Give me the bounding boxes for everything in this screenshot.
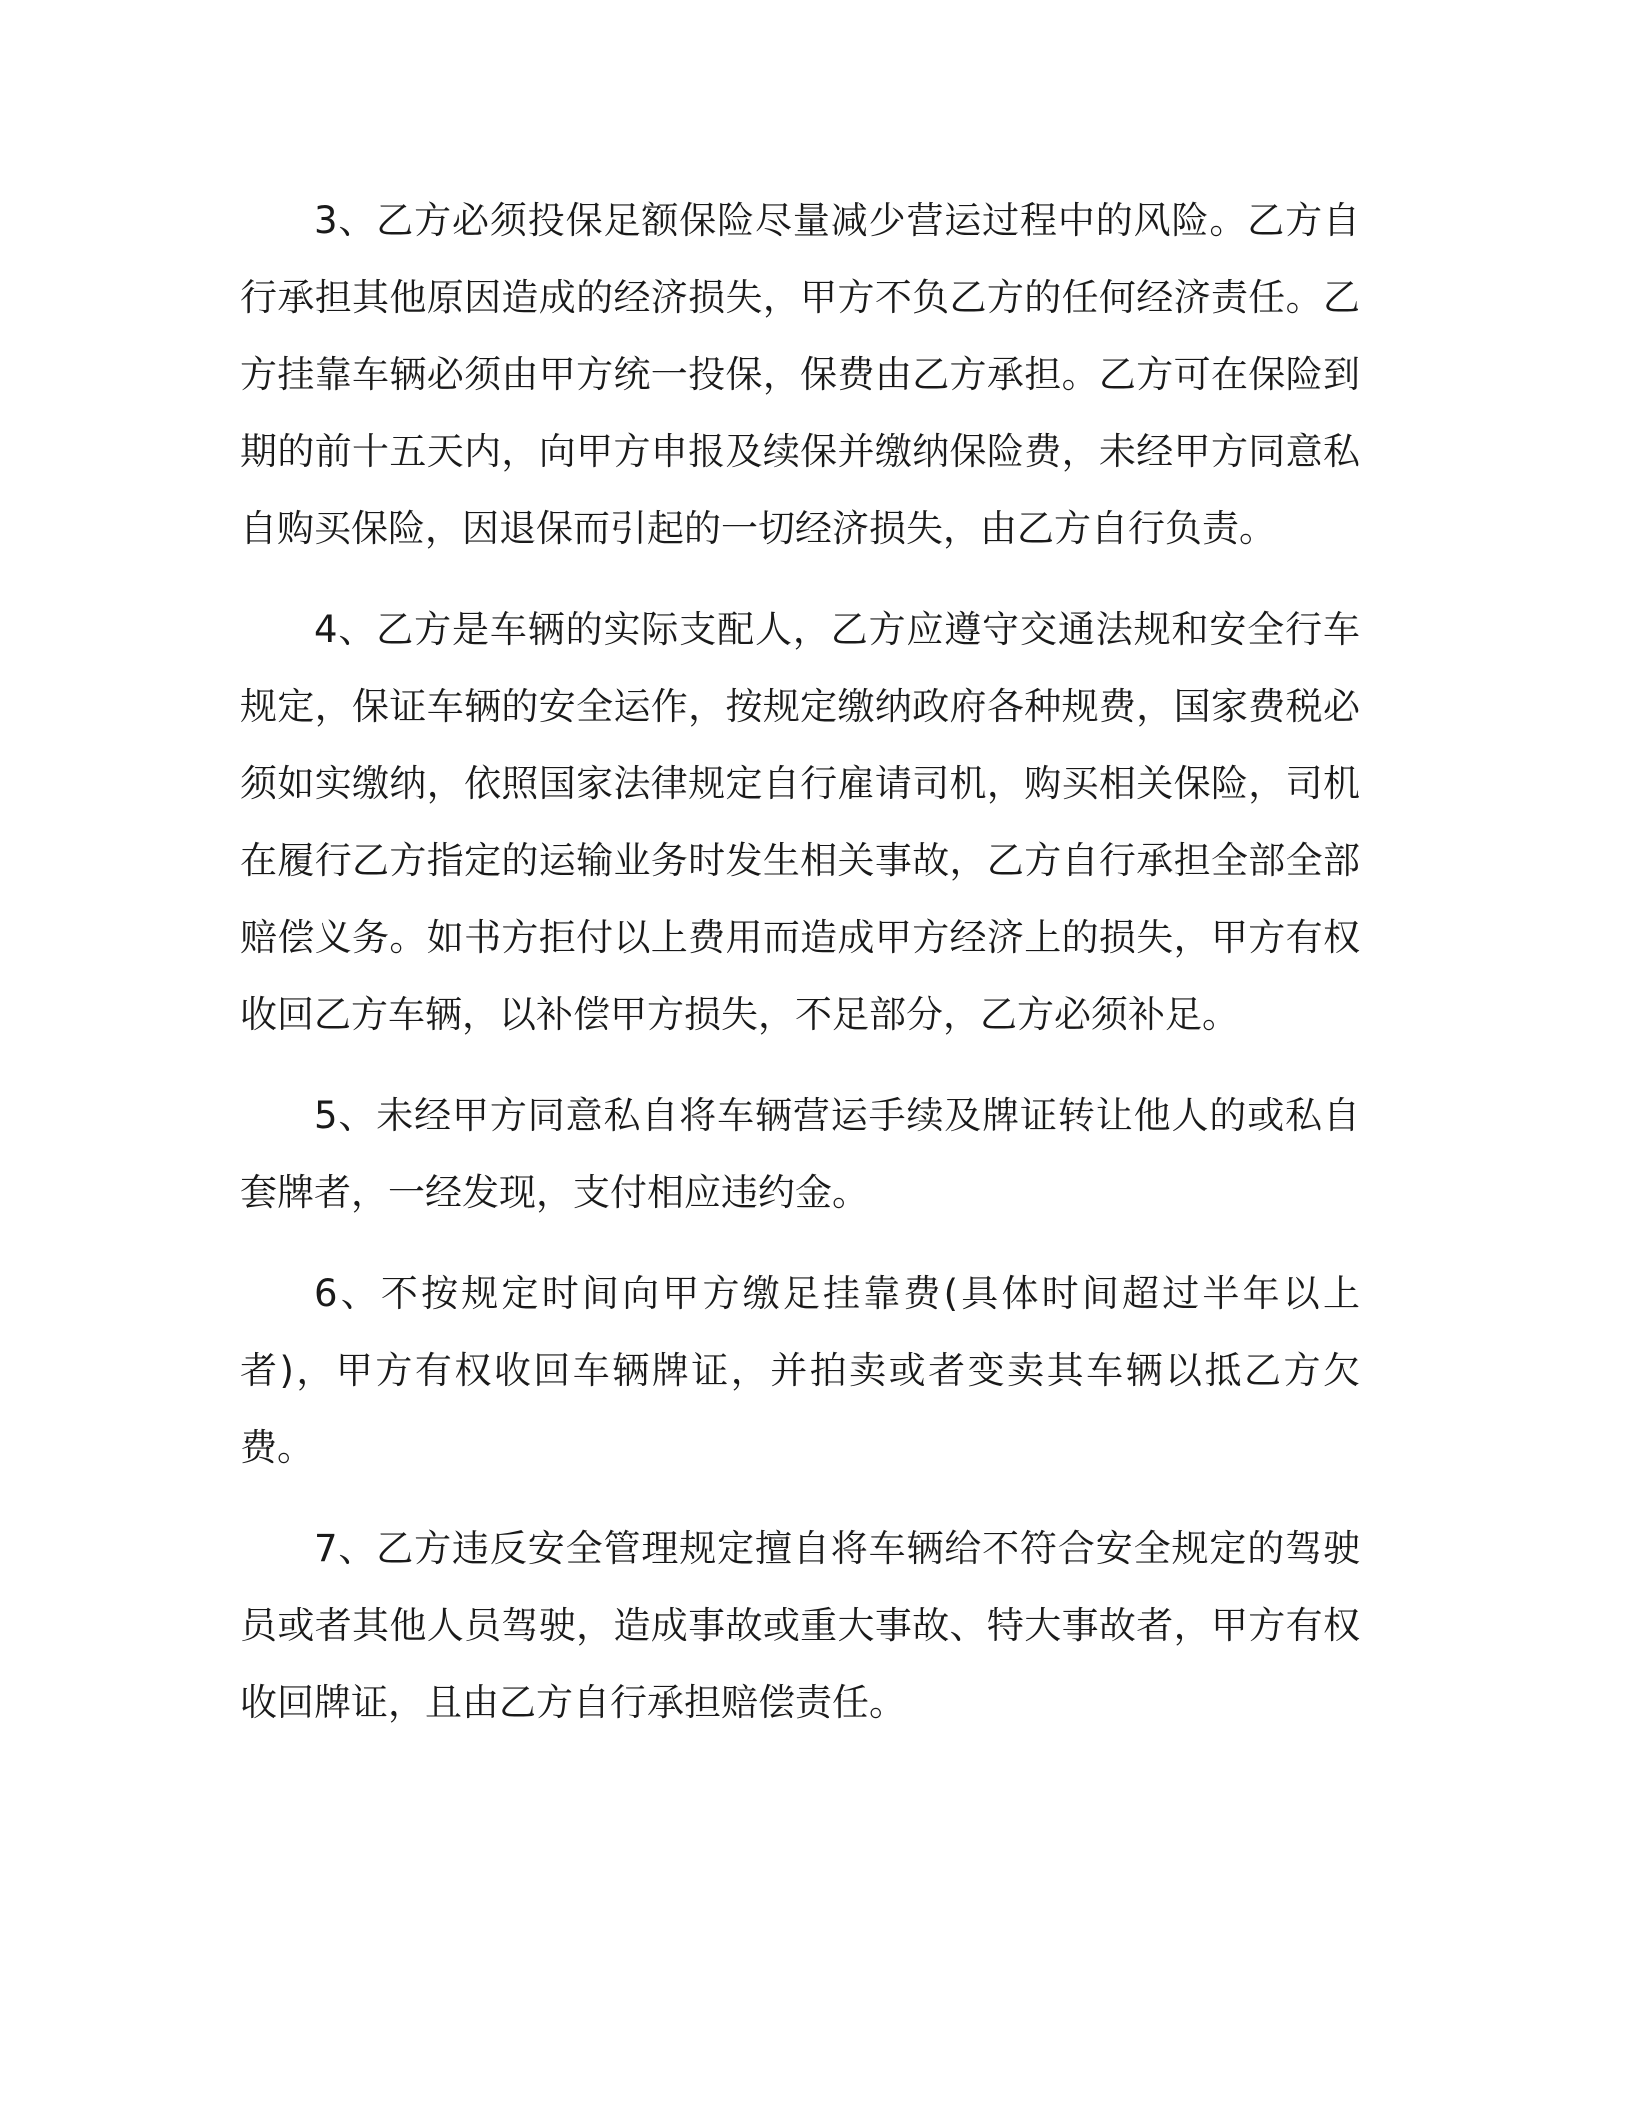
clause-6-paragraph: 6、不按规定时间向甲方缴足挂靠费(具体时间超过半年以上者)，甲方有权收回车辆牌证，并拍卖或者变卖其车辆以抵乙方欠费。 <box>240 1272 1360 1469</box>
clause-4-paragraph: 4、乙方是车辆的实际支配人，乙方应遵守交通法规和安全行车规定，保证车辆的安全运作，按规定缴纳政府各种规费，国家费税必须如实缴纳，依照国家法律规定自行雇请司机，购买相关保险，司机在履行乙方指定的运输业务时发生相关事故，乙方自行承担全部全部赔偿义务。如书方拒付以上费用而造成甲方经济上的损失，甲方有权收回乙方车辆，以补偿甲方损失，不足部分，乙方必须补足。 <box>240 608 1360 1036</box>
clause-5-paragraph: 5、未经甲方同意私自将车辆营运手续及牌证转让他人的或私自套牌者，一经发现，支付相应违约金。 <box>240 1094 1360 1214</box>
clause-3-paragraph: 3、乙方必须投保足额保险尽量减少营运过程中的风险。乙方自行承担其他原因造成的经济损失，甲方不负乙方的任何经济责任。乙方挂靠车辆必须由甲方统一投保，保费由乙方承担。乙方可在保险到期的前十五天内，向甲方申报及续保并缴纳保险费，未经甲方同意私自购买保险，因退保而引起的一切经济损失，由乙方自行负责。 <box>240 199 1360 550</box>
clause-7-paragraph: 7、乙方违反安全管理规定擅自将车辆给不符合安全规定的驾驶员或者其他人员驾驶，造成事故或重大事故、特大事故者，甲方有权收回牌证，且由乙方自行承担赔偿责任。 <box>240 1527 1360 1724</box>
document-page <box>240 182 1360 1765</box>
